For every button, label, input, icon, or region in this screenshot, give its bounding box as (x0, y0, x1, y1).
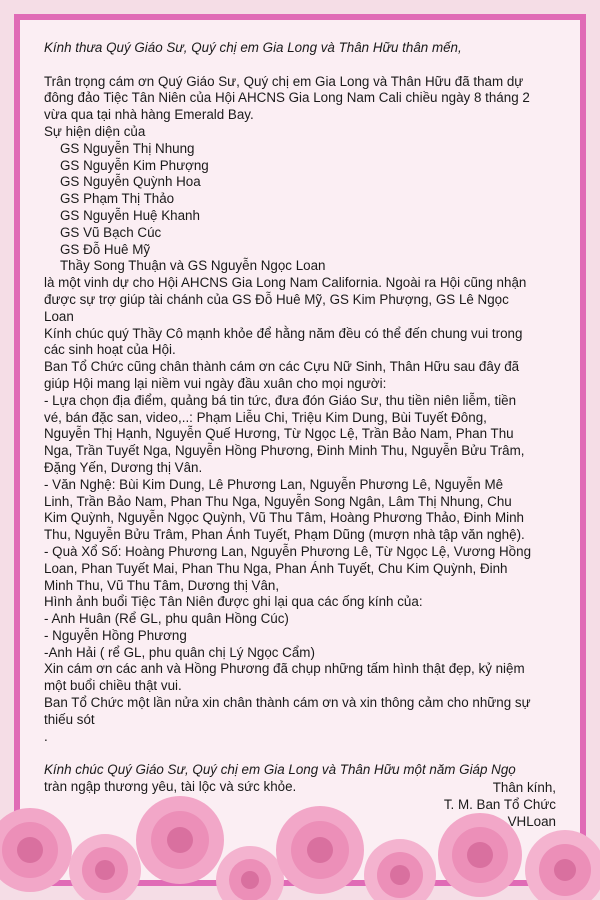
intro-line: đông đảo Tiệc Tân Niên của Hội AHCNS Gia Long Nam Cali chiều ngày 8 tháng 2 (44, 90, 530, 106)
rose-icon (525, 830, 600, 900)
body-line: vé, bán đặc san, video,..: Phạm Liễu Chi, Triệu Kim Dung, Bùi Tuyết Đông, (44, 409, 487, 425)
body-line: Thu, Nguyễn Bửu Trâm, Phan Ánh Tuyết, Phạm Dũng (mượn nhà tập văn nghệ). (44, 527, 525, 543)
body-line: Loan, Phan Tuyết Mai, Phan Thu Nga, Phan Ánh Tuyết, Chu Kim Quỳnh, Đinh (44, 560, 508, 576)
guest-item: GS Phạm Thị Thảo (60, 191, 175, 207)
body-line: Linh, Trần Bảo Nam, Phan Thu Nga, Nguyễn Song Ngân, Lâm Thị Nhung, Chu (44, 493, 512, 509)
body-line: - Lựa chọn địa điểm, quảng bá tin tức, đưa đón Giáo Sư, thu tiền niên liễm, tiền (44, 392, 517, 408)
body-line: Minh Thu, Vũ Thu Tâm, Dương thị Vân, (44, 577, 280, 593)
rose-icon (69, 834, 141, 900)
greeting: Kính thưa Quý Giáo Sư, Quý chị em Gia Long và Thân Hữu thân mến, (44, 40, 462, 55)
letter-body (44, 40, 564, 796)
body-line: thiếu sót (44, 711, 95, 727)
signature-block (444, 780, 556, 830)
body-line: Loan (44, 308, 74, 324)
body-line: Kính chúc quý Thầy Cô mạnh khỏe để hằng năm đều có thể đến chung vui trong (44, 325, 523, 341)
rose-icon (216, 846, 284, 900)
guest-item: GS Nguyễn Thị Nhung (60, 140, 195, 156)
body-line: -Anh Hải ( rể GL, phu quân chị Lý Ngọc Cẩm) (44, 644, 315, 660)
body-line: - Nguyễn Hồng Phương (44, 627, 187, 643)
closing-line: Kính chúc Quý Giáo Sư, Quý chị em Gia Long và Thân Hữu một năm Giáp Ngọ (44, 762, 516, 778)
body-line: là một vinh dự cho Hội AHCNS Gia Long Nam California. Ngoài ra Hội cũng nhận (44, 275, 527, 291)
body-line: Nga, Trần Tuyết Nga, Nguyễn Hồng Phương, Đinh Minh Thu, Nguyễn Bửu Trâm, (44, 443, 525, 459)
intro-line: Trân trọng cám ơn Quý Giáo Sư, Quý chị em Gia Long và Thân Hữu đã tham dự (44, 73, 524, 89)
guest-item: GS Nguyễn Huệ Khanh (60, 207, 200, 223)
intro-line: vừa qua tại nhà hàng Emerald Bay. (44, 107, 254, 123)
body-line: - Anh Huân (Rể GL, phu quân Hồng Cúc) (44, 611, 289, 627)
guest-item: GS Nguyễn Kim Phượng (60, 157, 209, 173)
body-line: một buổi chiều thật vui. (44, 678, 182, 694)
rose-icon (276, 806, 364, 894)
closing-line: tràn ngập thương yêu, tài lộc và sức khỏe. (44, 779, 297, 795)
body-line: Nguyễn Thị Hạnh, Nguyễn Quế Hương, Từ Ngọc Lệ, Trần Bảo Nam, Phan Thu (44, 426, 514, 442)
rose-icon (364, 839, 436, 900)
signature-line: Thân kính, (492, 780, 556, 795)
body-line: giúp Hội mang lại niềm vui ngày đầu xuân cho mọi người: (44, 375, 387, 391)
body-line: Ban Tổ Chức một lần nửa xin chân thành cám ơn và xin thông cảm cho những sự (44, 695, 531, 711)
body-line: được sự trợ giúp tài chánh của GS Đỗ Huê Mỹ, GS Kim Phượng, GS Lê Ngọc (44, 291, 509, 307)
rose-icon (136, 796, 224, 884)
body-line: Ban Tổ Chức cũng chân thành cám ơn các Cựu Nữ Sinh, Thân Hữu sau đây đã (44, 359, 520, 375)
body-line: - Văn Nghệ: Bùi Kim Dung, Lê Phương Lan, Nguyễn Phương Lê, Nguyễn Mê (44, 476, 504, 492)
body-line: - Quà Xổ Số: Hoàng Phương Lan, Nguyễn Phương Lê, Từ Ngọc Lệ, Vương Hồng (44, 543, 532, 559)
intro-line: Sự hiện diện của (44, 123, 146, 139)
body-line: Đặng Yến, Dương thị Vân. (44, 459, 203, 475)
body-line: Kim Quỳnh, Nguyễn Ngọc Quỳnh, Vũ Thu Tâm, Hoàng Phương Thảo, Đinh Minh (44, 510, 524, 526)
guest-item: Thầy Song Thuận và GS Nguyễn Ngọc Loan (60, 258, 326, 274)
signature-line: VHLoan (507, 813, 556, 829)
body-line: Hình ảnh buổi Tiệc Tân Niên được ghi lại qua các ống kính của: (44, 594, 423, 610)
body-line: Xin cám ơn các anh và Hồng Phương đã chụp những tấm hình thật đẹp, kỷ niệm (44, 661, 525, 677)
guest-item: GS Đỗ Huê Mỹ (60, 241, 151, 257)
guest-item: GS Nguyễn Quỳnh Hoa (60, 174, 201, 190)
guest-item: GS Vũ Bạch Cúc (60, 224, 162, 240)
rose-icon (0, 808, 72, 892)
signature-line: T. M. Ban Tổ Chức (443, 796, 556, 812)
body-line: . (44, 728, 48, 744)
body-line: các sinh hoạt của Hội. (44, 342, 176, 358)
